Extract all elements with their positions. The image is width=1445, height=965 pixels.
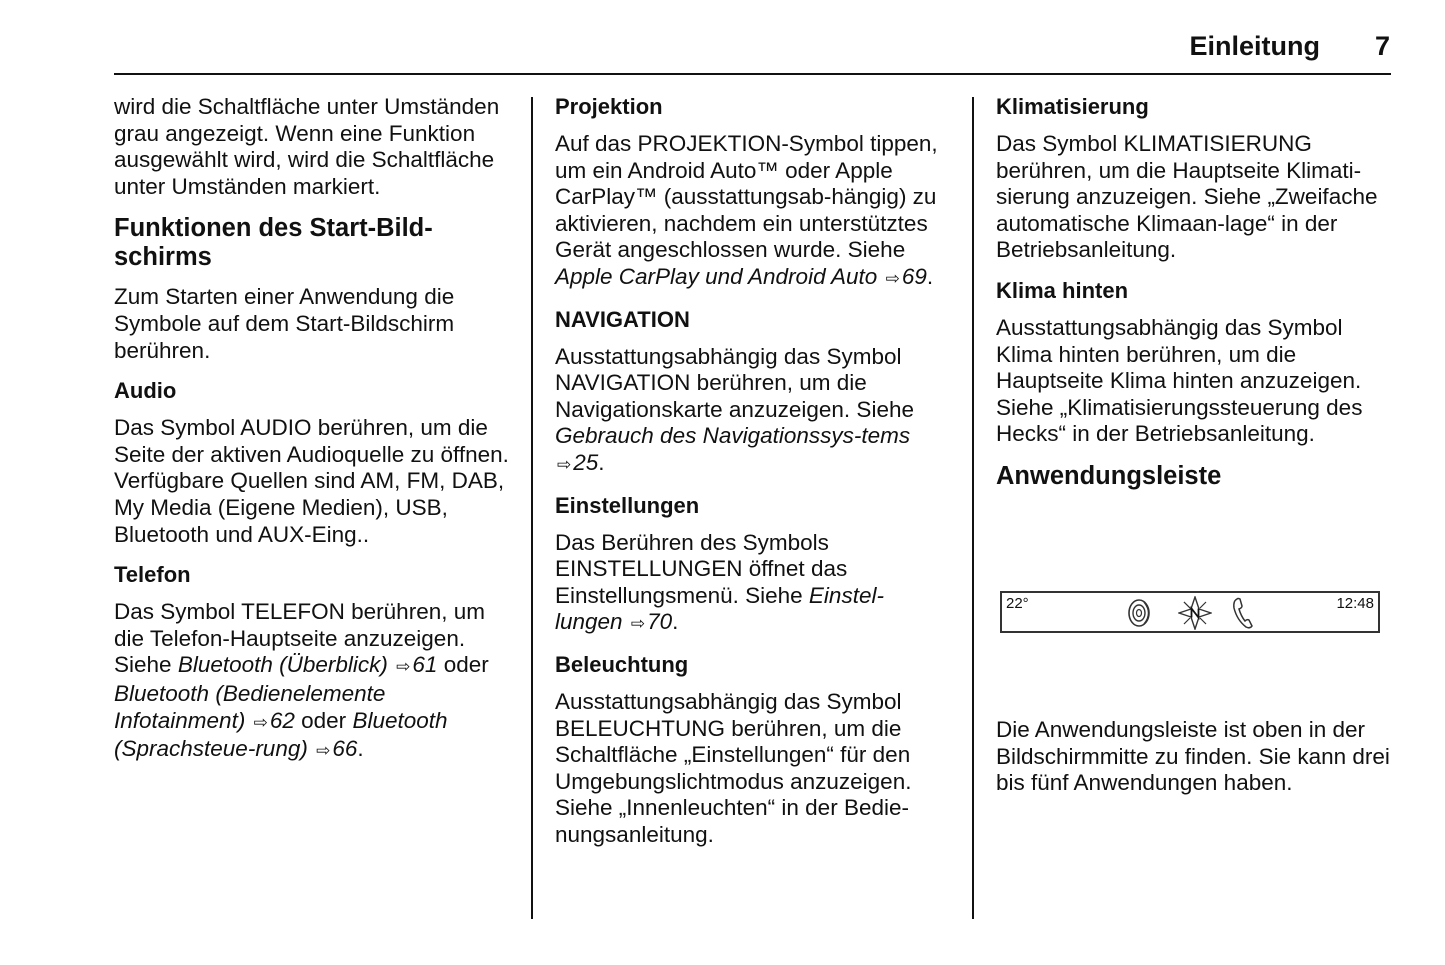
- page-ref-arrow-icon: ⇨: [885, 268, 900, 288]
- ref-bluetooth-voice[interactable]: Bluetooth (Sprachsteue-rung): [114, 707, 448, 762]
- phone-icon: [1230, 596, 1260, 630]
- einstellungen-paragraph: [555, 530, 951, 638]
- navigation-paragraph: [555, 344, 951, 479]
- navigation-text: Ausstattungsabhängig das Symbol NAVIGATION berühren, um die Navigationskarte anzuzeigen. Siehe: [555, 343, 914, 422]
- telefon-paragraph: [114, 599, 514, 765]
- einstellungen-end: .: [672, 609, 679, 635]
- beleuchtung-paragraph: Ausstattungsabhängig das Symbol BELEUCHTUNG berühren, um die Schaltfläche „Einstellungen“ für den Umgebungslichtmodus anzuzeigen. Siehe „Innenleuchten“ in der Bedie-nungsanleitung.: [555, 688, 912, 847]
- page-ref-arrow-icon: ⇨: [396, 657, 411, 677]
- page-ref-arrow-icon: ⇨: [557, 454, 572, 474]
- bar-clock: 12:48: [1336, 594, 1374, 612]
- navigation-end: .: [598, 449, 605, 475]
- page-number: 7: [1374, 31, 1390, 61]
- ref-page-61[interactable]: 61: [412, 652, 438, 678]
- telefon-text: Das Symbol TELEFON berühren, um die Telefon-Hauptseite anzuzeigen. Siehe: [114, 599, 485, 678]
- anwendungsleiste-paragraph: Die Anwendungsleiste ist oben in der Bildschirmmitte zu finden. Sie kann drei bis fünf Anwendungen haben.: [996, 716, 1390, 796]
- ref-page-66[interactable]: 66: [332, 736, 358, 762]
- section-intro-paragraph: Zum Starten einer Anwendung die Symbole auf dem Start-Bildschirm berühren.: [114, 284, 455, 363]
- column-2: [555, 94, 951, 862]
- ref-page-70[interactable]: 70: [647, 609, 673, 635]
- navigation-heading: NAVIGATION: [555, 306, 690, 332]
- klimatisierung-heading: Klimatisierung: [996, 94, 1149, 119]
- ref-page-69[interactable]: 69: [901, 263, 927, 289]
- klima-hinten-paragraph: Ausstattungsabhängig das Symbol Klima hinten berühren, um die Hauptseite Klima hinten anzuzeigen. Siehe „Klimatisierungssteuerung des Hecks“ in der Betriebsanleitung.: [996, 314, 1363, 447]
- beleuchtung-heading: Beleuchtung: [555, 651, 689, 677]
- ref-navigation-usage[interactable]: Gebrauch des Navigationssys-tems: [555, 423, 911, 449]
- audio-heading: Audio: [114, 378, 177, 404]
- audio-paragraph: Das Symbol AUDIO berühren, um die Seite der aktiven Audioquelle zu öffnen. Verfügbare Quellen sind AM, FM, DAB, My Media (Eigene Medien), USB, Bluetooth und AUX-Eing..: [114, 415, 509, 547]
- ref-carplay-android[interactable]: Apple CarPlay und Android Auto: [555, 263, 878, 289]
- anwendungsleiste-heading: Anwendungsleiste: [996, 461, 1222, 490]
- einstellungen-text: Das Berühren des Symbols EINSTELLUNGEN öffnet das Einstellungsmenü. Siehe: [555, 529, 848, 608]
- ref-page-25[interactable]: 25: [573, 449, 599, 475]
- page-ref-arrow-icon: ⇨: [316, 741, 331, 761]
- intro-paragraph: wird die Schaltfläche unter Umständen grau angezeigt. Wenn eine Funktion ausgewählt wird, wird die Schaltfläche unter Umständen markiert.: [114, 94, 500, 199]
- ref-page-62[interactable]: 62: [269, 707, 295, 733]
- audio-speaker-icon: [1126, 596, 1156, 630]
- column-3: [996, 94, 1391, 811]
- oder-text-2: oder: [301, 707, 347, 733]
- projektion-heading: Projektion: [555, 94, 663, 119]
- page-ref-arrow-icon: ⇨: [630, 614, 646, 634]
- projektion-text: Auf das PROJEKTION-Symbol tippen, um ein Android Auto™ oder Apple CarPlay™ (ausstattungsab-hängig) zu aktivieren, nachdem ein unterstütztes Gerät angeschlossen wurde. Siehe: [555, 131, 938, 263]
- ref-bluetooth-controls[interactable]: Bluetooth (Bedienelemente Infotainment): [114, 680, 386, 733]
- projektion-end: .: [926, 263, 934, 289]
- projektion-paragraph: [555, 131, 951, 293]
- ref-settings[interactable]: Einstel-lungen: [555, 582, 884, 635]
- column-1: [114, 94, 514, 779]
- chapter-title: Einleitung: [1189, 31, 1320, 61]
- telefon-heading: Telefon: [114, 562, 191, 588]
- klimatisierung-paragraph: Das Symbol KLIMATISIERUNG berühren, um die Hauptseite Klimati-sierung anzuzeigen. Siehe „Zweifache automatische Klimaan-lage“ in der Betriebsanleitung.: [996, 131, 1378, 263]
- navigation-compass-icon: [1178, 596, 1208, 630]
- oder-text-1: oder: [443, 652, 489, 678]
- klima-hinten-heading: Klima hinten: [996, 277, 1129, 303]
- telefon-end: .: [357, 736, 364, 762]
- section-title-start-screen: Funktionen des Start-Bild-schirms: [114, 214, 433, 272]
- header-divider: [114, 73, 1391, 75]
- page-ref-arrow-icon: ⇨: [253, 712, 268, 732]
- column-divider-2: [972, 97, 974, 919]
- application-bar-illustration: [1000, 591, 1380, 633]
- bar-temperature: 22°: [1006, 594, 1029, 612]
- column-divider-1: [531, 97, 533, 919]
- ref-bluetooth-overview[interactable]: Bluetooth (Überblick): [177, 652, 388, 678]
- einstellungen-heading: Einstellungen: [555, 492, 700, 518]
